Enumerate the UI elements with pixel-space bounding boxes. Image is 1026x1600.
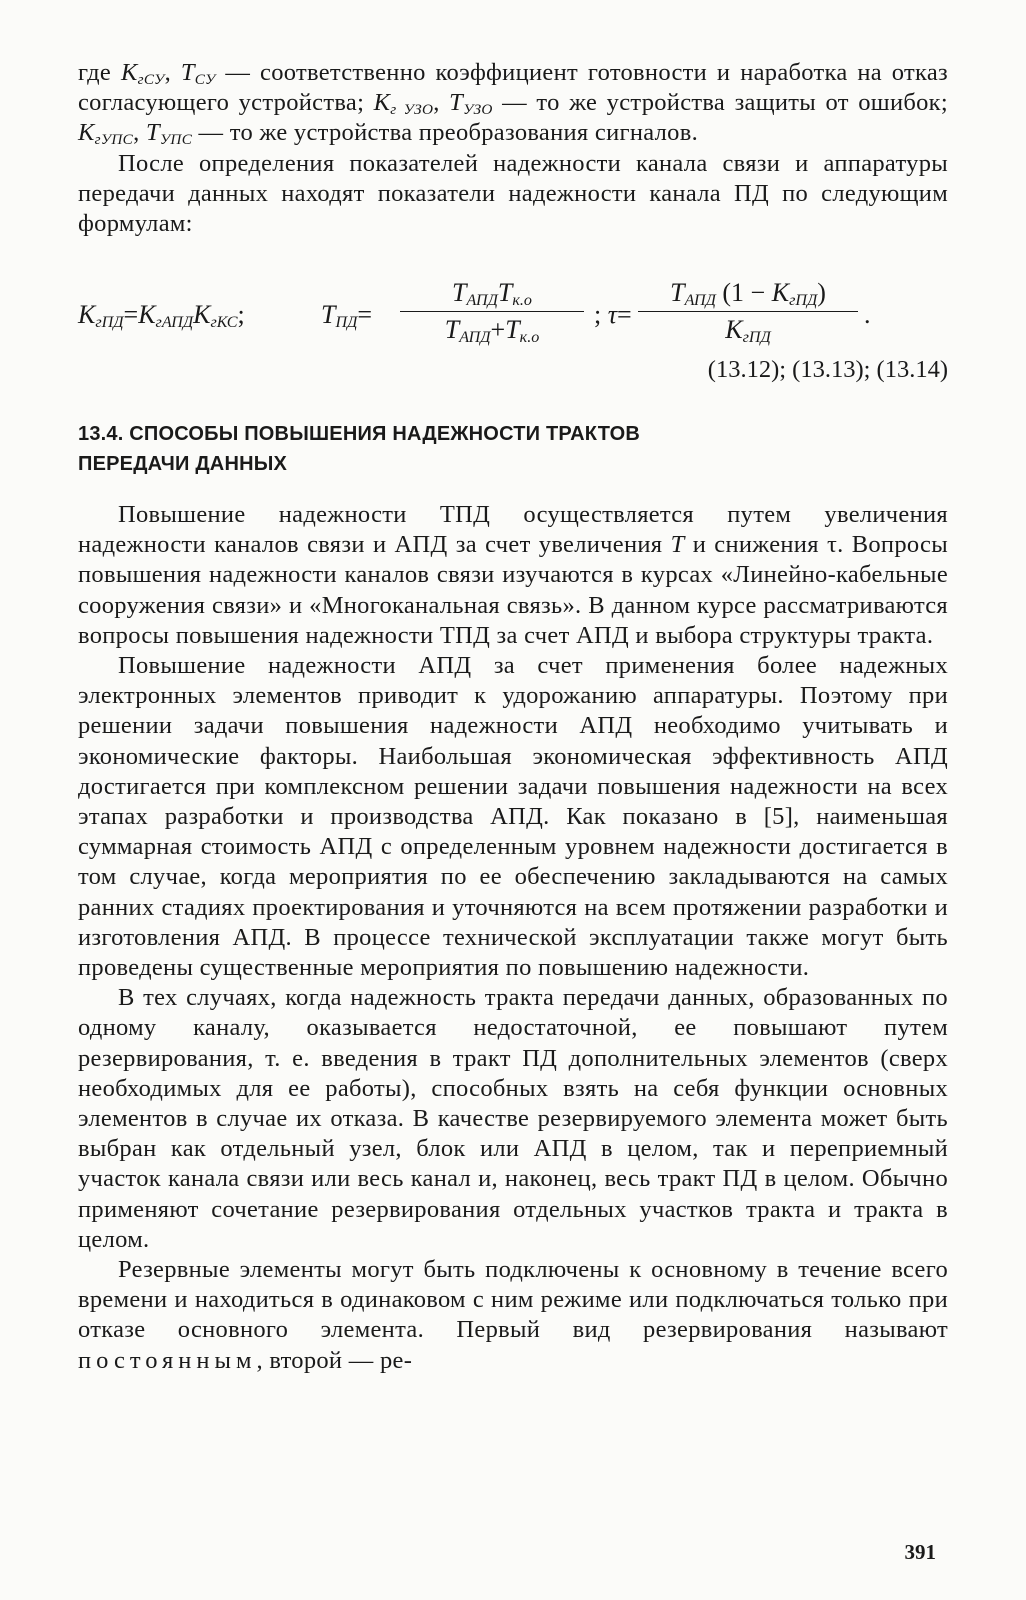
- symbol-t: $T_{УЗО}$: [449, 89, 493, 118]
- section-body: [78, 500, 948, 1376]
- paragraph-after-intro: После определения показателей надежности канала связи и аппаратуры передачи данных находят показатели надежности канала ПД по следующим формулам:: [78, 149, 948, 238]
- formula-tau-fraction: $T_{АПД}$ $(1 - K_{гПД})$ $K_{гПД}$: [638, 278, 858, 345]
- paragraph-4: Резервные элементы могут быть подключены к основному в течение всего времени и находиться в одинаковом с ним режиме или подключаться только при отказе основного элемента. Первый вид резервирования называют постоянным, второй — ре-: [78, 1256, 948, 1374]
- formula-t-pd-fraction: $T_{АПД}T_{к.о}$ $T_{АПД}+T_{к.о}$: [400, 278, 584, 345]
- text-run: ,: [164, 59, 181, 86]
- formula-k-pd: $K_{гПД}=K_{гАПД}K_{гКС}$;: [78, 300, 245, 332]
- symbol-k: $K_{гСУ}$: [120, 59, 165, 88]
- formula-block: [78, 278, 948, 358]
- symbol-k: $K_{г УЗО}$: [373, 89, 434, 118]
- text-run: — соответственно коэффициент готовности и наработка на отказ согласующего устройства;: [78, 59, 948, 117]
- text-run: — то же устройства защиты от ошибок;: [492, 89, 948, 117]
- text-run: где: [78, 59, 112, 86]
- symbol-t: $T_{СУ}$: [180, 59, 216, 88]
- spaced-term: постоянным: [78, 1346, 257, 1374]
- text-run: ,: [433, 89, 450, 117]
- text-run: — то же устройства преобразования сигналов.: [192, 119, 699, 147]
- paragraph-2: Повышение надежности АПД за счет применения более надежных электронных элементов приводит к удорожанию аппаратуры. Поэтому при решении задачи повышения надежности АПД необходимо учитывать и экономические факторы. Наибольшая экономическая эффективность АПД достигается при комплексном решении задачи повышения надежности на всех этапах разработки и производства АПД. Как показано в [5], наименьшая суммарная стоимость АПД с определенным уровнем надежности достигается в том случае, когда мероприятия по ее обеспечению закладываются на самых ранних стадиях проектирования и уточняются на всем протяжении разработки и изготовления АПД. В процессе технической эксплуатации также могут быть проведены существенные мероприятия по повышению надежности.: [78, 652, 948, 982]
- equation-numbers: (13.12); (13.13); (13.14): [707, 356, 948, 383]
- formula-t-pd-lhs: $T_{ПД}=$: [321, 300, 373, 332]
- section-heading-line-1: 13.4. СПОСОБЫ ПОВЫШЕНИЯ НАДЕЖНОСТИ ТРАКТОВ: [78, 423, 641, 445]
- paragraph-3: В тех случаях, когда надежность тракта передачи данных, образованных по одному каналу, оказывается недостаточной, ее повышают путем резервирования, т. е. введения в тракт ПД дополнительных элементов (сверх необходимых для ее работы), способных взять на себя функции основных элементов в случае их отказа. В качестве резервируемого элемента может быть выбран как отдельный узел, блок или АПД в целом, так и переприемный участок канала связи или весь канал и, наконец, весь тракт ПД в целом. Обычно применяют сочетание резервирования отдельных участков тракта и тракта в целом.: [78, 984, 948, 1253]
- section-heading: [78, 419, 948, 479]
- formula-period: .: [864, 300, 871, 329]
- page-number: 391: [904, 1540, 936, 1564]
- formula-tau-lhs: ; τ=: [594, 300, 632, 329]
- symbol-k: $K_{гУПС}$: [78, 119, 134, 149]
- intro-paragraph: [78, 58, 948, 239]
- section-heading-line-2: ПЕРЕДАЧИ ДАННЫХ: [78, 453, 288, 475]
- text-run: ,: [133, 119, 146, 147]
- paragraph-1: Повышение надежности ТПД осуществляется путем увеличения надежности каналов связи и АПД за счет увеличения T и снижения τ. Вопросы повышения надежности каналов связи изучаются в курсах «Линейно-кабельные сооружения связи» и «Многоканальная связь». В данном курсе рассматриваются вопросы повышения надежности ТПД за счет АПД и выбора структуры тракта.: [78, 501, 948, 649]
- symbol-t: $T_{УПС}$: [145, 119, 193, 149]
